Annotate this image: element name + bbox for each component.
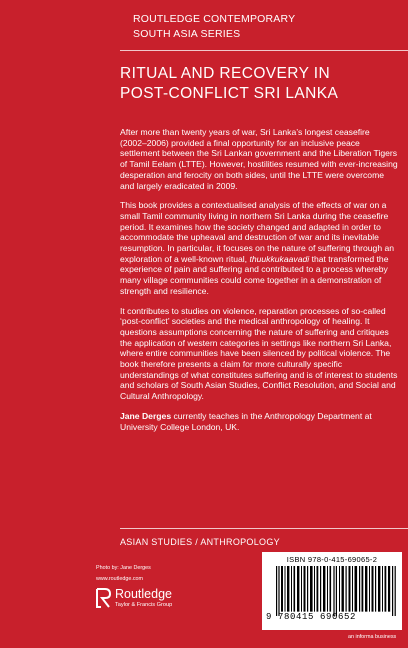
title-line-1: RITUAL AND RECOVERY IN: [120, 65, 331, 82]
series-name: [133, 12, 295, 42]
top-divider: [120, 50, 408, 51]
blurb-paragraph-2-start: This book provides a contextualised analysis of the effects of war on a small Tamil community living in northern Sri Lanka during the ceasefire period. It examines how the society changed and adapted in order to accommodate the upheaval and destruction of war and its inevitable resumption. In particular, it focuses on the nature of suffering through an exploration of a well-known ritual,: [120, 200, 395, 264]
routledge-r-logo-icon: [96, 588, 112, 608]
author-bio: [120, 411, 398, 432]
ritual-name: thuukkukaavadi: [249, 253, 310, 264]
series-line-1: ROUTLEDGE CONTEMPORARY: [133, 13, 296, 25]
blurb-paragraph-3: It contributes to studies on violence, reparation processes of so-called ‘post-conflict’ societies and the medical anthropology of healing. It questions assumptions concerning the nature of suffering and critiques the application of western categories in settings like northern Sri Lanka, where entire communities have been silenced by political violence. The book therefore presents a claim for more culturally specific understandings of what constitutes suffering and is of interest to students and scholars of South Asian Studies, Conflict Resolution, and Social and Cultural Anthropology.: [120, 305, 398, 402]
informa-tagline: an informa business: [348, 634, 397, 640]
author-name: Jane Derges: [120, 410, 172, 421]
title-line-2: POST-CONFLICT SRI LANKA: [120, 85, 339, 102]
blurb-paragraph-2: [120, 200, 398, 296]
photo-credit: Photo by: Jane Derges: [96, 565, 151, 571]
subject-category: ASIAN STUDIES / ANTHROPOLOGY: [120, 537, 280, 547]
publisher-group: Taylor & Francis Group: [115, 602, 173, 608]
barcode-number: 9 780415 690652: [266, 612, 357, 622]
publisher-name: Routledge: [115, 587, 172, 601]
publisher-website: www.routledge.com: [96, 576, 144, 582]
bottom-divider: [120, 528, 408, 529]
publisher-logo: [96, 586, 196, 616]
book-title: [120, 64, 400, 104]
blurb: [120, 127, 398, 441]
blurb-paragraph-2-end: that transformed the experience of pain and suffering and contributed to a process whereby many village communities could come together in a demonstration of strength and resilience.: [120, 253, 389, 296]
barcode-icon: [276, 566, 398, 616]
author-bio-text: currently teaches in the Anthropology Department at University College London, UK.: [120, 410, 372, 432]
blurb-paragraph-1: After more than twenty years of war, Sri Lanka’s longest ceasefire (2002–2006) provided a final opportunity for an inclusive peace settlement between the Sri Lankan government and the Liberation Tigers of Tamil Eelam (LTTE). However, hostilities resumed with ever-increasing desperation and ferocity on both sides, until the LTTE were overcome and largely eradicated in 2009.: [120, 127, 398, 191]
series-line-2: SOUTH ASIA SERIES: [133, 28, 241, 40]
barcode-panel: [262, 552, 402, 630]
isbn-text: ISBN 978-0-415-69065-2: [286, 555, 378, 564]
